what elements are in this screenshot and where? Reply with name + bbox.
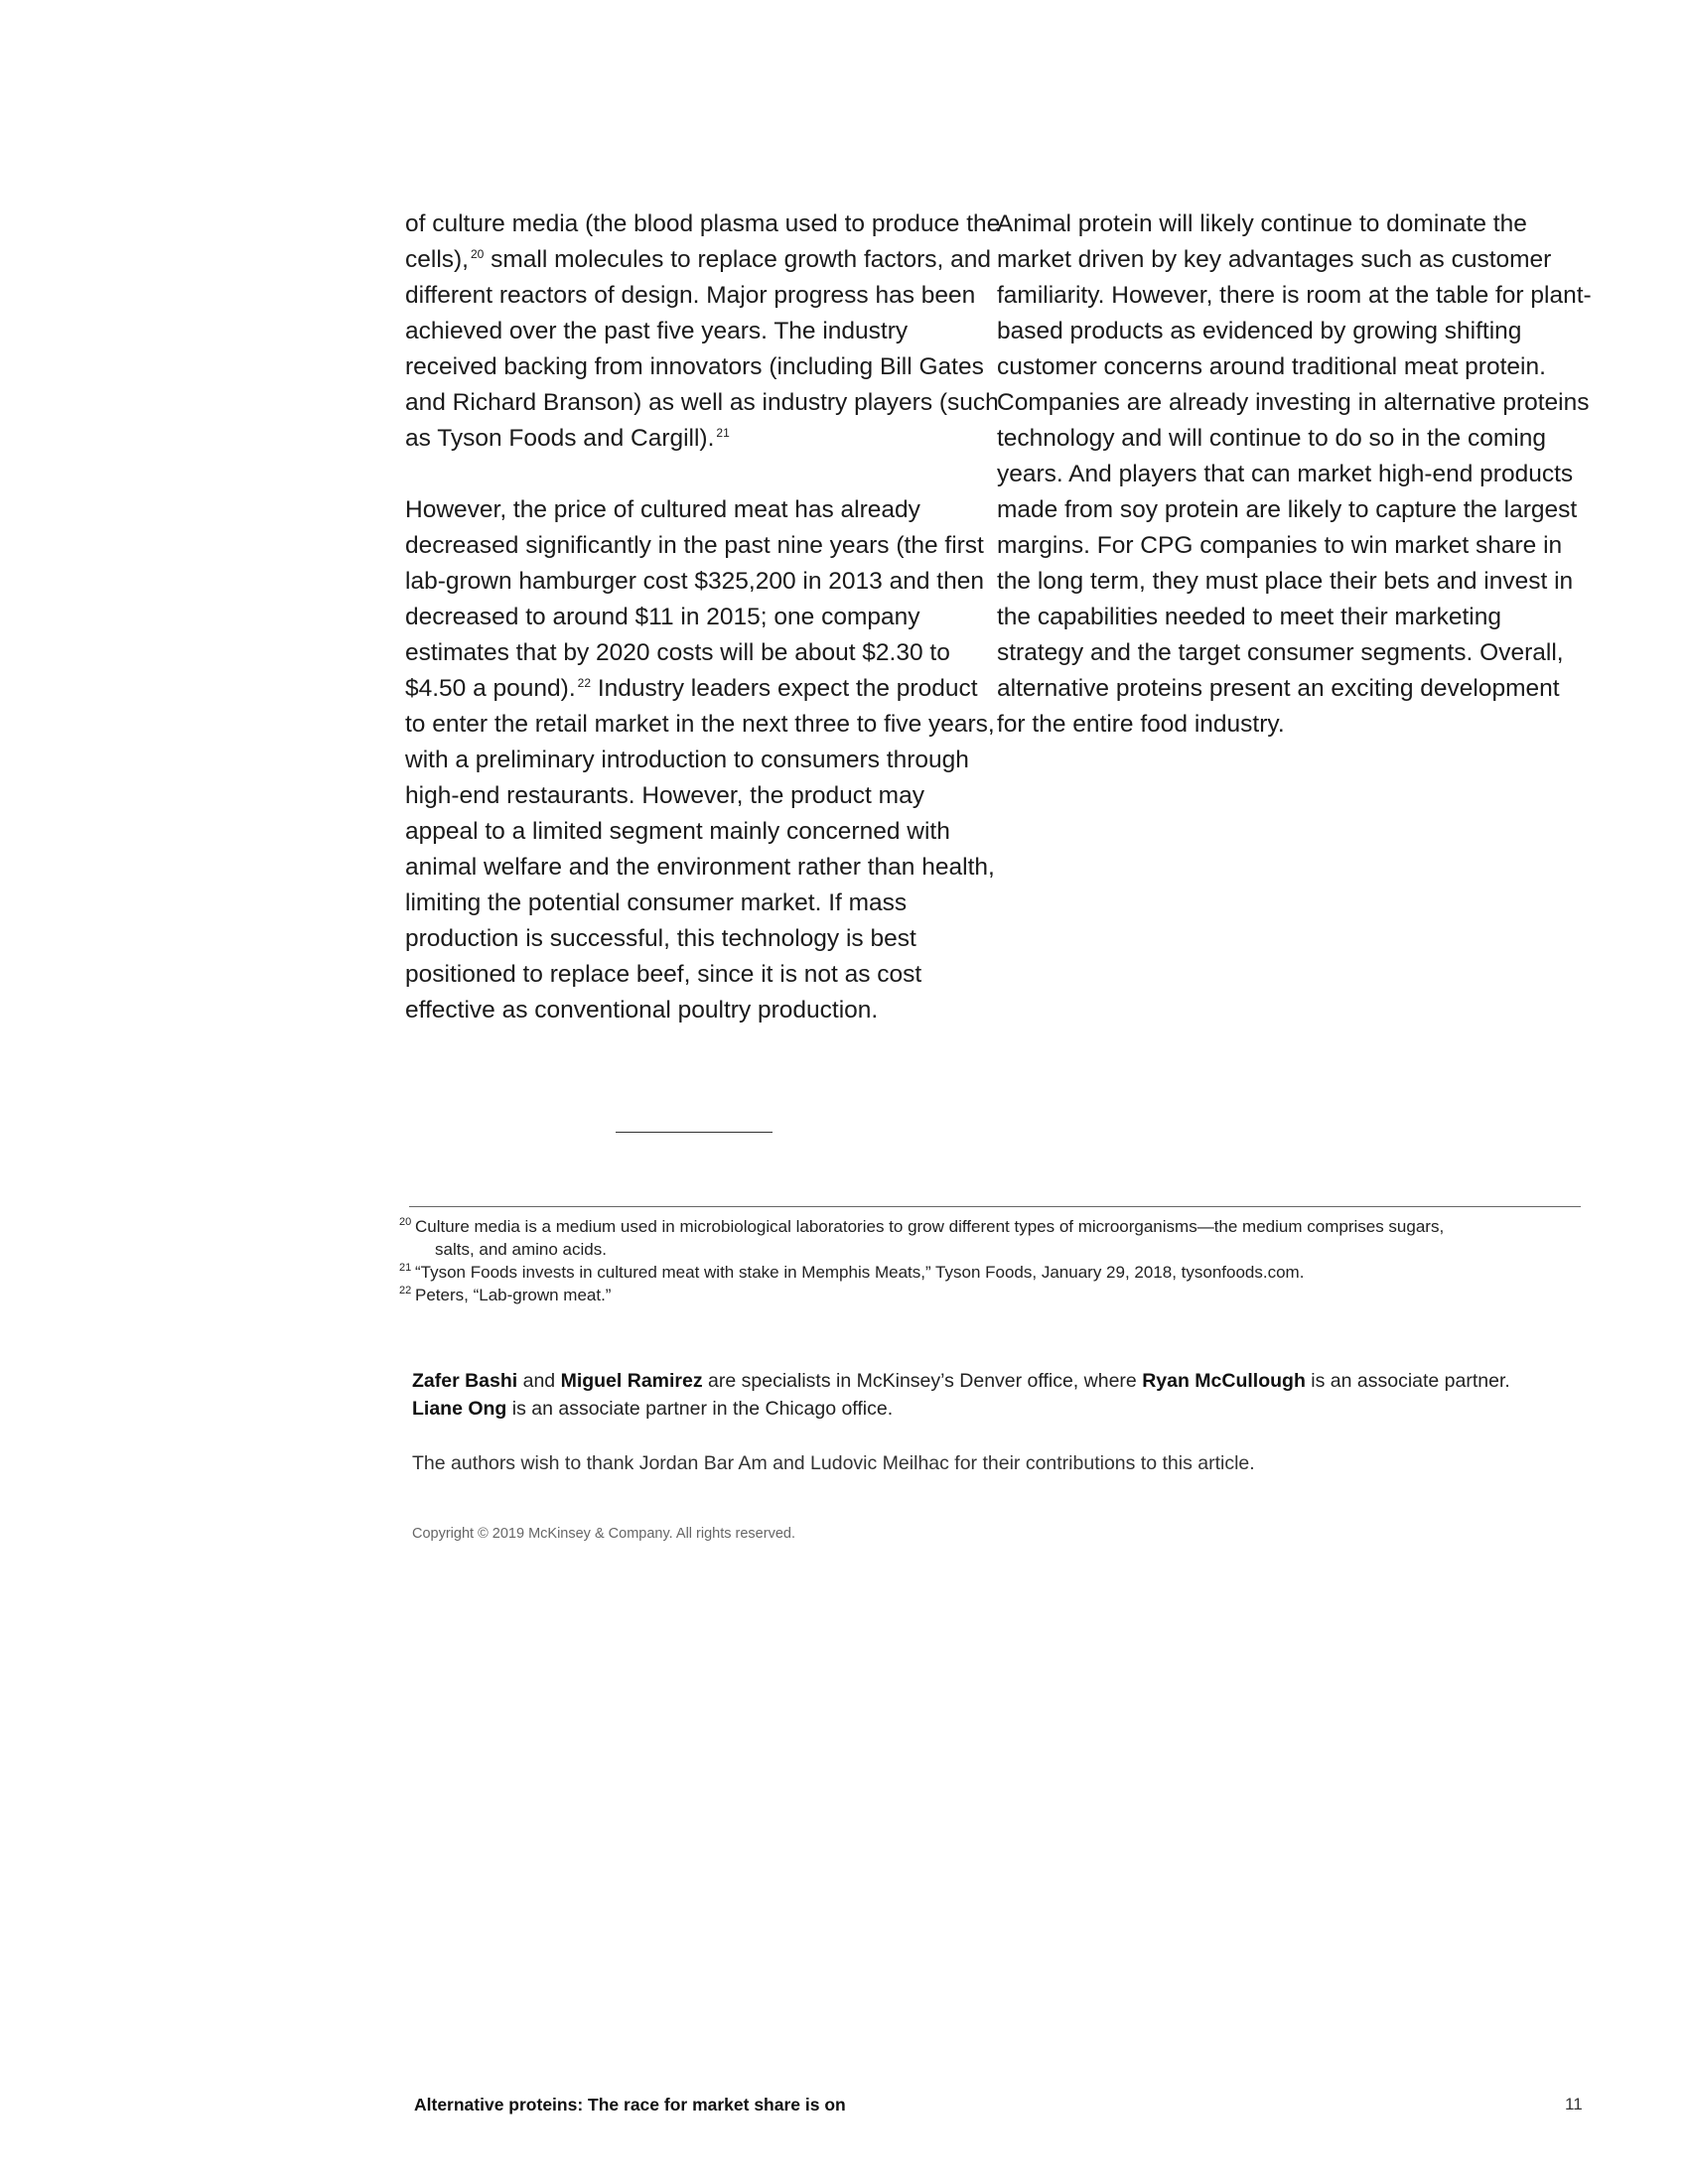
footnote-20: [399, 1215, 1581, 1261]
footnote-divider: [409, 1206, 1581, 1207]
author-name: Liane Ong: [412, 1398, 507, 1420]
page-number: 11: [1565, 2095, 1583, 2114]
footnote-text: Culture media is a medium used in microbiological laboratories to grow different types of microorganisms—the medium comprises sugars,: [415, 1217, 1445, 1236]
right-column: [997, 206, 1593, 778]
acknowledgments: The authors wish to thank Jordan Bar Am and Ludovic Meilhac for their contributions to this article.: [412, 1452, 1255, 1474]
author-name: Zafer Bashi: [412, 1370, 518, 1392]
footnote-22: [399, 1284, 1581, 1306]
copyright-notice: Copyright © 2019 McKinsey & Company. All rights reserved.: [412, 1526, 795, 1542]
left-column: [405, 206, 1001, 1064]
left-paragraph-1: [405, 206, 1001, 457]
footnote-text-continued: salts, and amino acids.: [435, 1240, 607, 1259]
author-bios: [412, 1367, 1594, 1423]
right-paragraph-1: Animal protein will likely continue to dominate the market driven by key advantages such as customer familiarity. However, there is room at the table for plant-based products as evidenced by growing shifting customer concerns around traditional meat protein. Companies are already investing in alternative proteins technology and will continue to do so in the coming years. And players that can market high-end products made from soy protein are likely to capture the largest margins. For CPG companies to win market share in the long term, they must place their bets and invest in the capabilities needed to meet their marketing strategy and the target consumer segments. Overall, alternative proteins present an exciting development for the entire food industry.: [997, 210, 1592, 738]
footnote-text: “Tyson Foods invests in cultured meat with stake in Memphis Meats,” Tyson Foods, January 29, 2018, tysonfoods.com.: [415, 1263, 1305, 1282]
section-divider: [616, 1132, 773, 1133]
left-p1-text-a: of culture media (the blood plasma used to produce the cells),: [405, 210, 1001, 273]
footnote-ref-20[interactable]: 20: [470, 247, 485, 261]
footnotes: [399, 1215, 1581, 1306]
footnote-21: [399, 1261, 1581, 1284]
footnote-number: 21: [399, 1262, 412, 1274]
author-text: is an associate partner.: [1305, 1370, 1510, 1392]
author-text: are specialists in McKinsey’s Denver office, where: [702, 1370, 1143, 1392]
author-text: is an associate partner in the Chicago office.: [506, 1398, 894, 1420]
footnote-number: 22: [399, 1285, 412, 1297]
left-p1-text-b: small molecules to replace growth factors, and different reactors of design. Major progress has been achieved over the past five years. The industry received backing from innovators (including Bill Gates and Richard Branson) as well as industry players (such as Tyson Foods and Cargill).: [405, 246, 999, 452]
footer-article-title: Alternative proteins: The race for market share is on: [414, 2095, 846, 2115]
footnote-text: Peters, “Lab-grown meat.”: [415, 1286, 612, 1304]
author-name: Ryan McCullough: [1142, 1370, 1306, 1392]
footnote-ref-22[interactable]: 22: [577, 676, 592, 690]
author-name: Miguel Ramirez: [560, 1370, 703, 1392]
left-p2-text-a: However, the price of cultured meat has already decreased significantly in the past nine years (the first lab-grown hamburger cost $325,200 in 2013 and then decreased to around $11 in 2015; one company estimates that by 2020 costs will be about $2.30 to $4.50 a pound).: [405, 496, 984, 702]
author-text: and: [517, 1370, 561, 1392]
left-paragraph-2: [405, 492, 1001, 1028]
footnote-ref-21[interactable]: 21: [716, 426, 730, 440]
footnote-number: 20: [399, 1216, 412, 1228]
left-p2-text-b: Industry leaders expect the product to enter the retail market in the next three to five years, with a preliminary introduction to consumers through high-end restaurants. However, the product may appeal to a limited segment mainly concerned with animal welfare and the environment rather than health, limiting the potential consumer market. If mass production is successful, this technology is best positioned to replace beef, since it is not as cost effective as conventional poultry production.: [405, 675, 995, 1024]
